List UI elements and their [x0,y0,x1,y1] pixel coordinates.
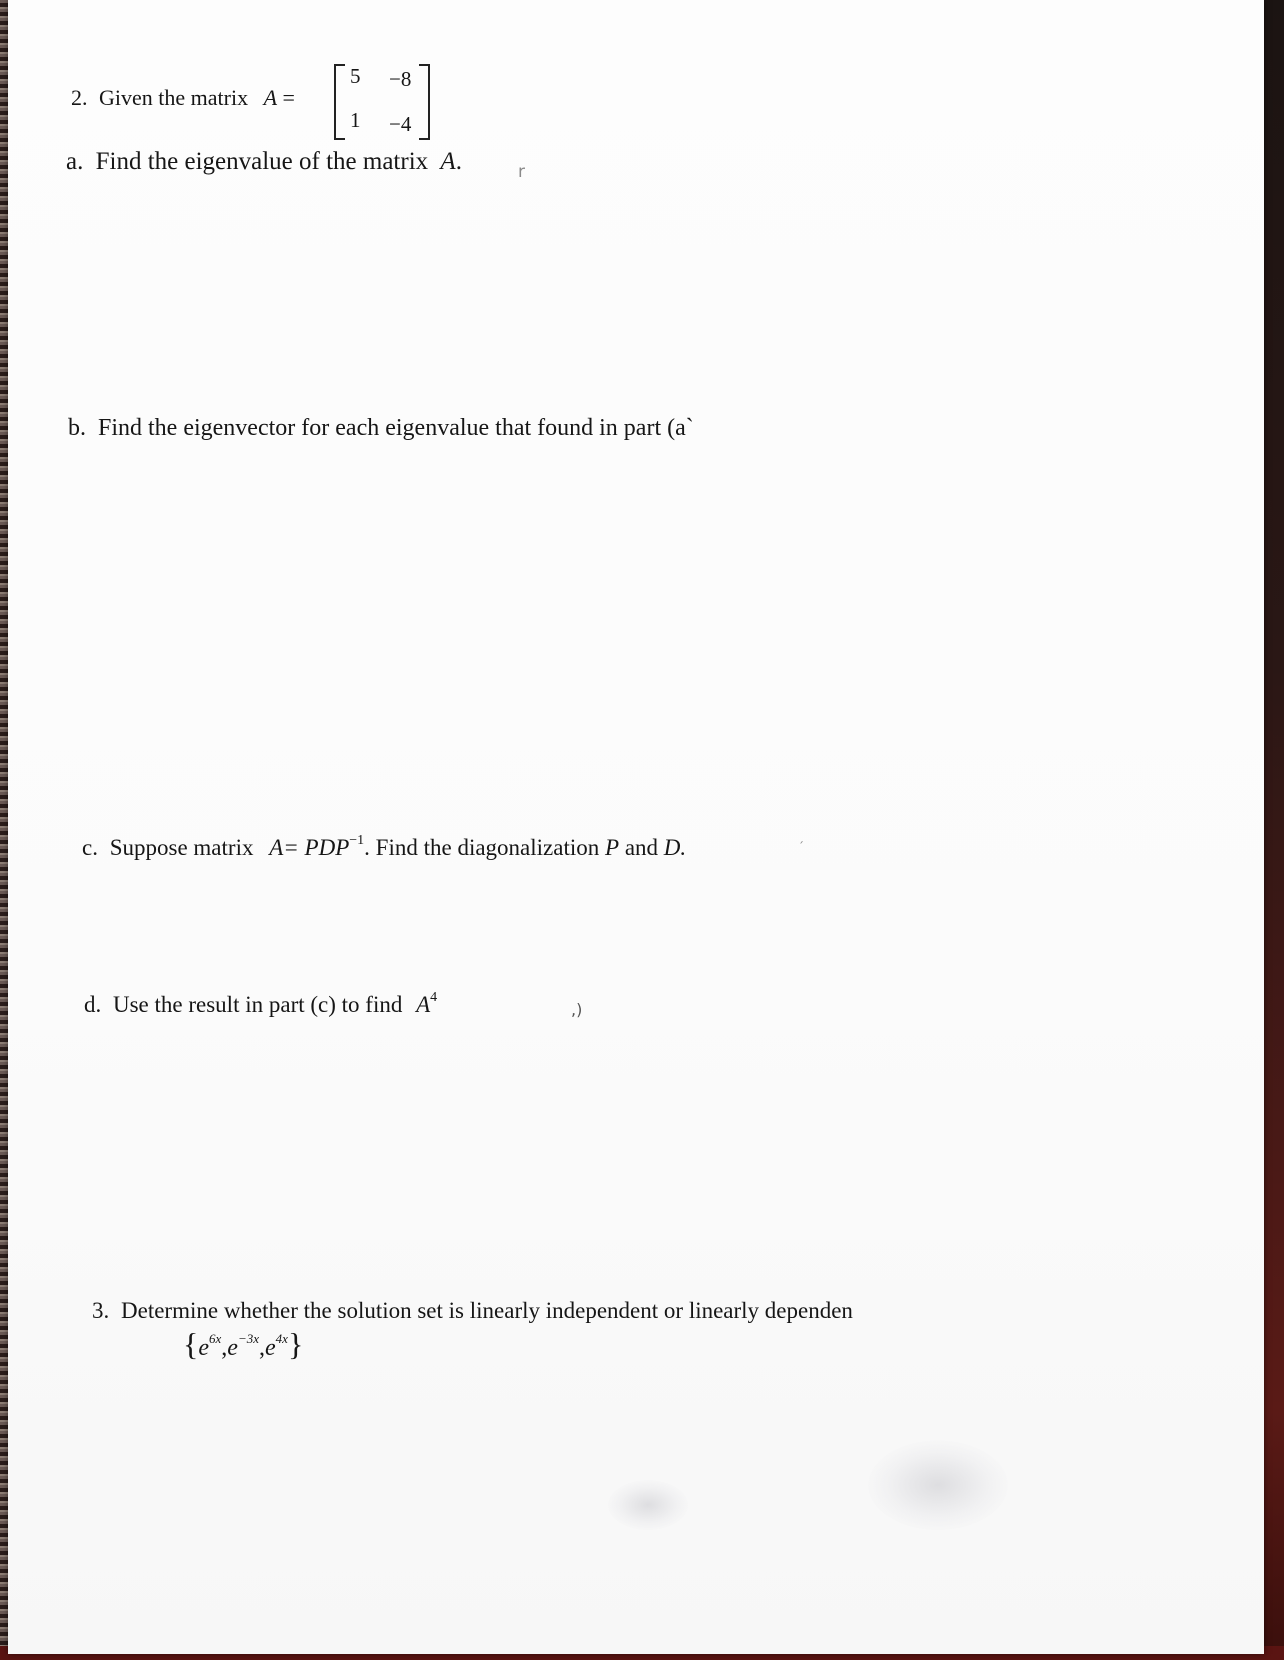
matrix-var: A [263,85,278,110]
part-d-exp: 4 [430,990,438,1005]
set-term-1-exp: 6x [209,1331,222,1346]
part-c-text: Suppose matrix [109,835,254,860]
paper-smudge-2 [608,1480,688,1530]
solution-set [183,1326,303,1363]
question-2-header [71,85,295,111]
matrix-equals: = [282,85,295,110]
stray-mark-a: r [518,162,525,182]
set-term-3-base: e [265,1335,276,1361]
matrix-a [334,62,430,138]
matrix-cell-r2c1: 1 [350,108,361,132]
set-term-2-base: e [227,1335,238,1361]
part-c [82,833,686,861]
set-term-1-base: e [198,1335,210,1361]
part-b [68,415,694,442]
part-c-d: D. [663,835,687,860]
part-d [84,990,437,1018]
question-2-intro: Given the matrix [99,85,249,110]
part-a-label: a. [66,148,84,175]
part-d-text: Use the result in part (c) to find [113,992,403,1017]
set-term-3-exp: 4x [275,1331,288,1346]
matrix-cell-r2c2: −4 [389,112,412,136]
stray-mark-d: ,) [571,1000,583,1019]
part-c-eq-lhs: A [269,835,284,860]
stray-mark-c: ˊ [798,840,804,854]
set-sep-1: , [221,1335,228,1361]
part-a-var: A [440,148,456,175]
part-c-text-2: . Find the diagonalization [364,835,600,860]
set-open-brace: { [183,1326,199,1362]
question-3 [92,1298,853,1324]
matrix-cell-r1c1: 5 [350,64,361,88]
part-c-label: c. [82,835,98,860]
part-c-and: and [624,835,659,860]
question-3-text: Determine whether the solution set is linearly independent or linearly dependen [121,1298,853,1323]
part-d-var: A [416,992,431,1017]
part-c-eq-exp: −1 [349,833,365,848]
part-a [66,148,462,176]
matrix-cell-r1c2: −8 [389,67,412,91]
set-term-2-exp: −3x [237,1331,259,1346]
set-close-brace: } [287,1326,304,1362]
worksheet-page [8,0,1264,1654]
part-a-end: . [455,148,462,175]
question-3-number: 3. [92,1298,110,1323]
part-a-text: Find the eigenvalue of the matrix [95,148,429,175]
question-2-number: 2. [71,85,88,110]
matrix-left-bracket [334,64,345,140]
paper-smudge-1 [868,1440,1008,1530]
part-c-eq-mid: = PDP [283,835,350,860]
part-b-text: Find the eigenvector for each eigenvalue that found in part (a` [98,415,694,441]
matrix-right-bracket [419,64,430,140]
part-c-p: P [605,835,620,860]
set-sep-2: , [259,1335,265,1361]
part-b-label: b. [68,415,86,441]
part-d-label: d. [84,992,102,1017]
